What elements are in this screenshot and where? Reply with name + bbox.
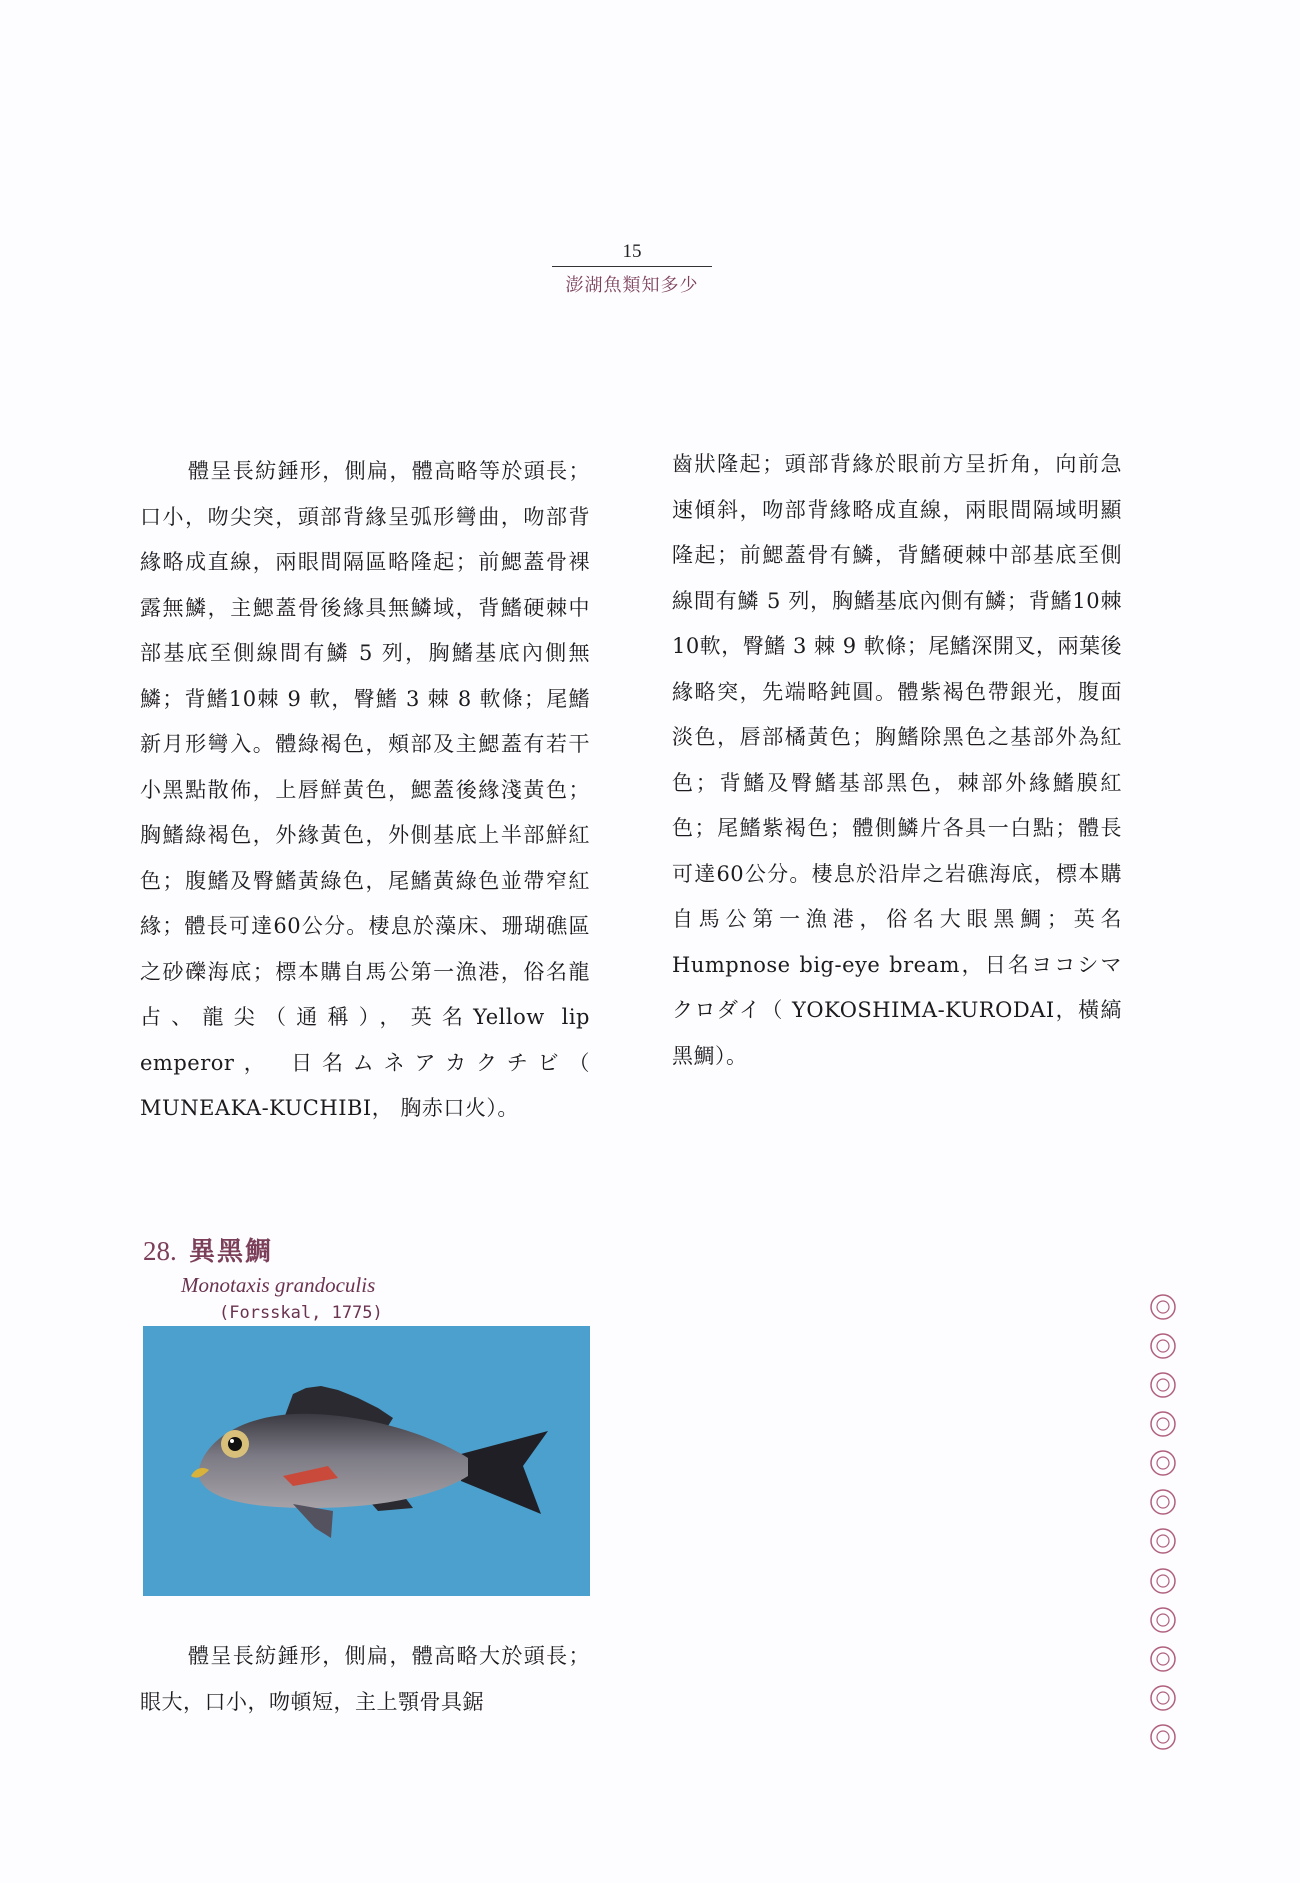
species-28-description: 體呈長紡錘形，側扁，體高略大於頭長；眼大，口小，吻頓短，主上顎骨具鋸 [140, 1644, 590, 1714]
fish-illustration [143, 1326, 590, 1596]
ornament-icon [1148, 1605, 1178, 1635]
decorative-border [1146, 1292, 1180, 1752]
page-number: 15 [622, 241, 642, 262]
ornament-icon [1148, 1566, 1178, 1596]
ornament-icon [1148, 1409, 1178, 1439]
scientific-name: Monotaxis grandoculis [181, 1273, 376, 1297]
species-entry-heading [143, 1232, 383, 1327]
ornament-icon [1148, 1722, 1178, 1752]
header-divider [552, 266, 712, 267]
species-number: 28. [143, 1236, 177, 1266]
species-title [143, 1232, 383, 1271]
fish-photo [143, 1326, 590, 1596]
ornament-icon [1148, 1644, 1178, 1674]
species-28-description-continued: 齒狀隆起；頭部背緣於眼前方呈折角，向前急速傾斜，吻部背緣略成直線，兩眼間隔域明顯隆起；前鰓蓋骨有鱗，背鰭硬棘中部基底至側線間有鱗 5 列，胸鰭基底內側有鱗；背鰭10棘10軟，臀鰭 3 棘 9 軟條；尾鰭深開叉，兩葉後緣略突，先端略鈍圓。體紫褐色帶銀光，腹面淡色，唇部橘黃色；胸鰭除黑色之基部外為紅色；背鰭及臀鰭基部黑色，棘部外緣鰭膜紅色；尾鰭紫褐色；體側鱗片各具一白點；體長可達60公分。棲息於沿岸之岩礁海底，標本購自馬公第一漁港，俗名大眼黑鯛；英名 Humpnose big-eye bream，日名ヨコシマクロダイ（ YOKOSHIMA-KURODAI，橫縞黑鯛）。 [672, 452, 1122, 1068]
page-header [552, 238, 712, 297]
ornament-icon [1148, 1370, 1178, 1400]
ornament-icon [1148, 1331, 1178, 1361]
ornament-icon [1148, 1292, 1178, 1322]
ornament-icon [1148, 1487, 1178, 1517]
running-title: 澎湖魚類知多少 [565, 275, 699, 296]
ornament-icon [1148, 1683, 1178, 1713]
ornament-icon [1148, 1448, 1178, 1478]
taxonomic-author: (Forsskal, 1775) [219, 1303, 383, 1323]
ornament-icon [1148, 1526, 1178, 1556]
species-chinese-name: 異黑鯛 [189, 1237, 274, 1267]
species-27-description: 體呈長紡錘形，側扁，體高略等於頭長；口小，吻尖突，頭部背緣呈弧形彎曲，吻部背緣略成直線，兩眼間隔區略隆起；前鰓蓋骨裸露無鱗，主鰓蓋骨後緣具無鱗域，背鰭硬棘中部基底至側線間有鱗 5 列，胸鰭基底內側無鱗；背鰭10棘 9 軟，臀鰭 3 棘 8 軟條；尾鰭新月形彎入。體綠褐色，頰部及主鰓蓋有若干小黑點散佈，上唇鮮黃色，鰓蓋後緣淺黃色；胸鰭綠褐色，外緣黃色，外側基底上半部鮮紅色；腹鰭及臀鰭黃綠色，尾鰭黃綠色並帶窄紅緣；體長可達60公分。棲息於藻床、珊瑚礁區之砂礫海底；標本購自馬公第一漁港，俗名龍占、龍尖（通稱），英名Yellow lip emperor， 日名ムネアカクチビ（ MUNEAKA-KUCHIBI， 胸赤口火）。 [140, 459, 590, 1120]
